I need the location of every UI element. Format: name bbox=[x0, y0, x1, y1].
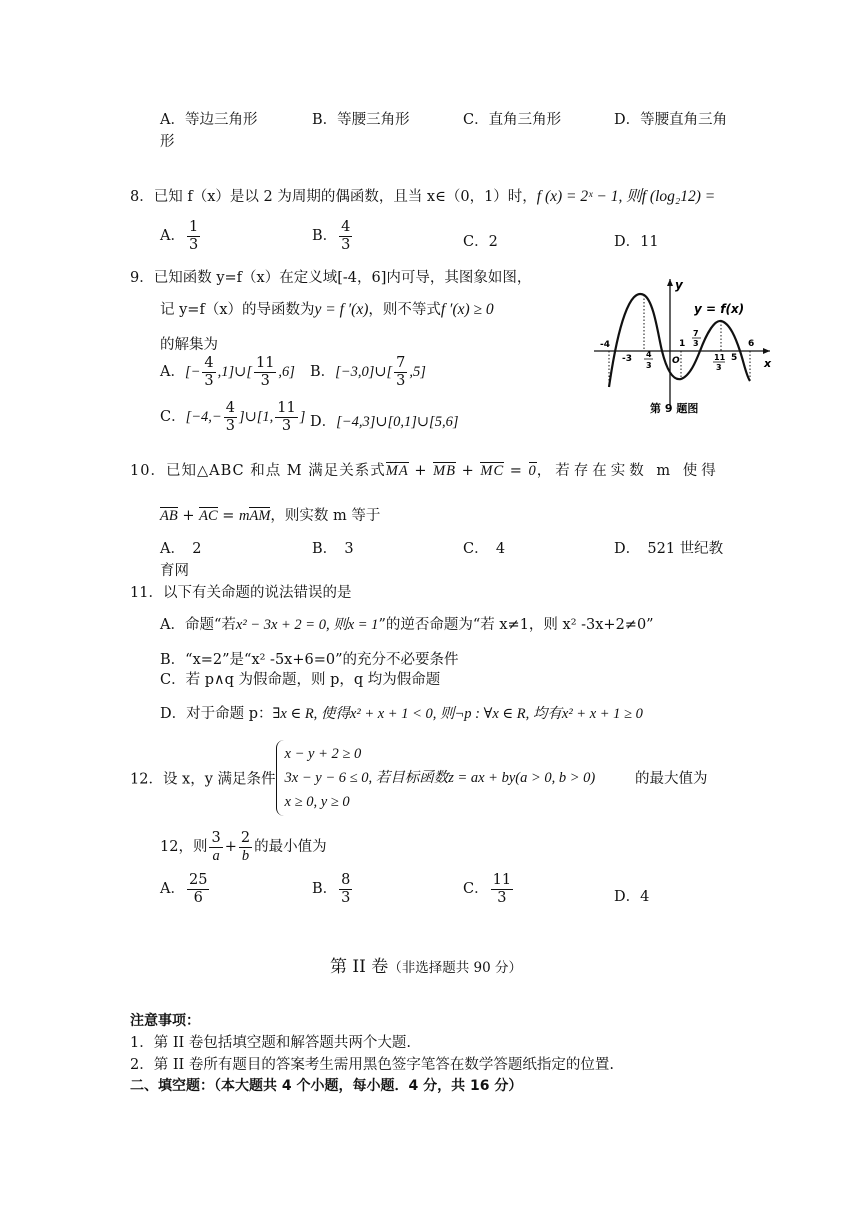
q10-stem-pre: 10．已知△ABC 和点 M 满足关系式 bbox=[130, 463, 386, 479]
q11-option-a bbox=[160, 613, 654, 634]
q9-b-frac bbox=[394, 355, 407, 389]
tick-neg3: -3 bbox=[622, 354, 632, 364]
q10-line2: AB + AC = mAM，则实数 m 等于 bbox=[160, 508, 381, 524]
tick-7-3-num: 7 bbox=[693, 329, 699, 338]
vec-mb: MB bbox=[433, 463, 457, 479]
q8-stem bbox=[130, 184, 715, 206]
q12-cond3: x ≥ 0, y ≥ 0 bbox=[284, 794, 350, 810]
q9-line3: 的解集为 bbox=[160, 337, 218, 353]
x-axis-arrow bbox=[763, 348, 770, 354]
q12-f2-num: 2 bbox=[240, 830, 251, 846]
q12-a-num: 25 bbox=[188, 872, 208, 888]
q9-a-frac2 bbox=[254, 355, 276, 389]
q8-option-a-fraction bbox=[187, 219, 200, 253]
q7-option-d: D．等腰直角三角 bbox=[614, 112, 728, 128]
part2-title: 第 II 卷 bbox=[330, 957, 389, 977]
q9-line2 bbox=[160, 298, 494, 319]
q7-option-d-wrap: 形 bbox=[160, 134, 175, 150]
q9-derivative: y = f ′(x) bbox=[314, 301, 369, 318]
tick-1: 1 bbox=[679, 339, 686, 349]
q12-a-label: A． bbox=[160, 881, 185, 898]
q9-c-part1: [−4,− bbox=[185, 409, 222, 426]
q11-option-b: B．“x=2”是“x² -5x+6=0”的充分不必要条件 bbox=[160, 652, 459, 668]
q11-a-pre: A．命题“若 bbox=[160, 617, 236, 633]
q10-m: m bbox=[239, 508, 250, 524]
q12-line2-post: 的最小值为 bbox=[254, 839, 327, 856]
vec-zero: 0 bbox=[528, 463, 537, 479]
q9-inequality: f ′(x) ≥ 0 bbox=[440, 301, 494, 318]
figure-caption: 第 9 题图 bbox=[650, 402, 699, 415]
q12-option-c bbox=[463, 872, 515, 906]
tick-neg4: -4 bbox=[600, 340, 610, 350]
q9-c-n2: 11 bbox=[277, 400, 296, 416]
q9-stem: 9．已知函数 y=f（x）在定义域[-4，6]内可导，其图象如图， bbox=[130, 270, 532, 286]
tick-neg4-3-num: 4 bbox=[646, 350, 652, 359]
q12-b-frac bbox=[339, 872, 352, 906]
q12-c-den: 3 bbox=[497, 889, 507, 906]
part2-subtitle: （非选择题共 90 分） bbox=[388, 960, 523, 976]
q9-c-label: C． bbox=[160, 409, 186, 426]
notes-item-1: 1．第 II 卷包括填空题和解答题共两个大题. bbox=[130, 1035, 412, 1051]
tick-6: 6 bbox=[748, 339, 755, 349]
q11-option-c: C．若 p∧q 为假命题，则 p，q 均为假命题 bbox=[160, 672, 441, 688]
tick-neg4-3-den: 3 bbox=[646, 361, 652, 370]
q9-option-d bbox=[310, 410, 458, 431]
q9-b-label: B． bbox=[310, 364, 336, 381]
q8-a-den: 3 bbox=[188, 236, 199, 253]
q9-b-d: 3 bbox=[396, 372, 406, 389]
q8-option-d: D．11 bbox=[614, 234, 659, 250]
q8-option-b-fraction bbox=[339, 219, 352, 253]
tick-5: 5 bbox=[731, 353, 738, 363]
q12-constraints bbox=[276, 740, 596, 816]
q8-option-c: C．2 bbox=[463, 234, 498, 250]
q12-plus: + bbox=[224, 839, 237, 856]
q8-option-a-label: A． bbox=[160, 228, 185, 245]
q9-option-c bbox=[160, 400, 305, 434]
part2-heading bbox=[330, 952, 522, 977]
q11-d-pre: D．对于命题 p： bbox=[160, 706, 273, 722]
q8-option-b bbox=[312, 219, 354, 253]
notes-item-2: 2．第 II 卷所有题目的答案考生需用黑色签字笔答在数学答题纸指定的位置. bbox=[130, 1057, 615, 1073]
q9-c-part3: ] bbox=[299, 409, 306, 426]
q12-f2-den: b bbox=[241, 847, 250, 864]
q10-option-d-wrap: 育网 bbox=[160, 563, 189, 579]
q12-option-d: D．4 bbox=[614, 889, 650, 905]
q9-d-label: D． bbox=[310, 414, 337, 430]
q7-option-a: A．等边三角形 bbox=[160, 112, 258, 128]
q12-option-b bbox=[312, 872, 354, 906]
q12-option-a bbox=[160, 872, 211, 906]
q9-option-a bbox=[160, 355, 295, 389]
x-axis-label: x bbox=[764, 357, 772, 370]
q12-c-num: 11 bbox=[492, 872, 512, 888]
q9-d-math: [−4,3]∪[0,1]∪[5,6] bbox=[336, 414, 459, 430]
q9-b-n: 7 bbox=[396, 355, 406, 371]
q10-option-a: A． 2 bbox=[160, 541, 202, 557]
q12-b-num: 8 bbox=[341, 872, 351, 888]
y-axis-label: y bbox=[675, 278, 683, 292]
q12-cond1: x − y + 2 ≥ 0 bbox=[284, 746, 362, 762]
q12-a-frac bbox=[187, 872, 209, 906]
q10-line2-post: ，则实数 m 等于 bbox=[270, 508, 381, 524]
q10-option-c: C． 4 bbox=[463, 541, 506, 557]
q12-line2 bbox=[160, 830, 327, 864]
q11-option-d bbox=[160, 702, 643, 723]
q9-c-frac1 bbox=[224, 400, 237, 434]
q9-b-part1: [−3,0]∪[ bbox=[335, 364, 393, 381]
section-fill-in-heading: 二、填空题：（本大题共 4 个小题，每小题．4 分，共 16 分） bbox=[130, 1078, 523, 1094]
vec-ab: AB bbox=[160, 508, 178, 524]
q9-function-graph bbox=[588, 275, 778, 425]
q10-option-d: D． 521 世纪教 bbox=[614, 541, 724, 557]
q9-option-b bbox=[310, 355, 426, 389]
vec-am: AM bbox=[249, 508, 271, 524]
y-axis-arrow bbox=[667, 279, 673, 286]
q9-c-d2: 3 bbox=[281, 417, 292, 434]
q9-a-d1: 3 bbox=[204, 372, 214, 389]
tick-11-3-den: 3 bbox=[716, 363, 722, 372]
q8-formula: f (x) = 2ˣ − 1, 则f (log₂12) = bbox=[536, 188, 716, 205]
q12-stem bbox=[130, 740, 595, 816]
q9-c-part2: ]∪[1, bbox=[238, 409, 274, 426]
q9-c-d1: 3 bbox=[225, 417, 235, 434]
q11-d-math: ∃x ∈ R, 使得x² + x + 1 < 0, 则¬p : ∀x ∈ R, 均有x² + x + 1 ≥ 0 bbox=[272, 706, 643, 722]
q12-c-frac bbox=[491, 872, 513, 906]
q8-b-den: 3 bbox=[341, 236, 351, 253]
q10-stem: 10．已知△ABC 和点 M 满足关系式MA + MB + MC = 0，若存在实数 m 使得 bbox=[130, 463, 720, 479]
q12-a-den: 6 bbox=[193, 889, 203, 906]
q11-stem: 11．以下有关命题的说法错误的是 bbox=[130, 585, 352, 601]
q12-stem-pre: 12．设 x，y 满足条件 bbox=[130, 771, 276, 788]
origin-label: O bbox=[672, 356, 680, 366]
q9-c-frac2 bbox=[275, 400, 297, 434]
q9-line2-mid: ，则不等式 bbox=[368, 302, 441, 318]
q10-stem-post: ，若存在实数 m 使得 bbox=[536, 463, 720, 479]
q12-f1-den: a bbox=[212, 847, 220, 864]
vec-mc: MC bbox=[480, 463, 505, 479]
q7-option-c: C．直角三角形 bbox=[463, 112, 562, 128]
q9-a-part1: [− bbox=[184, 364, 201, 381]
q9-a-d2: 3 bbox=[260, 372, 270, 389]
tick-11-3-num: 11 bbox=[714, 353, 726, 362]
q9-b-part2: ,5] bbox=[409, 364, 426, 381]
q9-line2-pre: 记 y=f（x）的导函数为 bbox=[160, 302, 315, 318]
q8-option-b-label: B． bbox=[312, 228, 338, 245]
q12-cond2: 3x − y − 6 ≤ 0, 若目标函数z = ax + by(a > 0, b > 0) bbox=[284, 770, 596, 786]
q8-option-a bbox=[160, 219, 202, 253]
vec-ma: MA bbox=[385, 463, 409, 479]
q9-a-part3: ,6] bbox=[278, 364, 295, 381]
q7-option-b: B．等腰三角形 bbox=[312, 112, 410, 128]
q12-b-den: 3 bbox=[341, 889, 351, 906]
q11-a-math: x² − 3x + 2 = 0, 则x = 1 bbox=[235, 617, 379, 633]
q12-frac1 bbox=[209, 830, 222, 864]
vec-ac: AC bbox=[199, 508, 218, 524]
q9-a-n1: 4 bbox=[204, 355, 214, 371]
q8-stem-text: 8．已知 f（x）是以 2 为周期的偶函数，且当 x∈（0，1）时， bbox=[130, 189, 537, 205]
q8-b-num: 4 bbox=[341, 219, 351, 235]
q12-frac2 bbox=[239, 830, 252, 864]
q9-a-label: A． bbox=[160, 364, 185, 381]
q10-option-b: B． 3 bbox=[312, 541, 354, 557]
q12-stem-post: 的最大值为 bbox=[635, 771, 708, 787]
func-label: y = f(x) bbox=[694, 302, 745, 316]
q9-c-n1: 4 bbox=[225, 400, 235, 416]
tick-7-3-den: 3 bbox=[693, 339, 699, 348]
q12-line2-pre: 12，则 bbox=[160, 839, 208, 856]
q9-a-frac1 bbox=[202, 355, 215, 389]
notes-heading: 注意事项： bbox=[130, 1013, 200, 1029]
q12-b-label: B． bbox=[312, 881, 338, 898]
q12-c-label: C． bbox=[463, 881, 489, 898]
q9-a-part2: ,1]∪[ bbox=[217, 364, 252, 381]
q12-f1-num: 3 bbox=[211, 830, 221, 846]
q11-a-post: ”的逆否命题为“若 x≠1，则 x² -3x+2≠0” bbox=[378, 617, 654, 633]
q9-a-n2: 11 bbox=[255, 355, 275, 371]
q8-a-num: 1 bbox=[188, 219, 199, 235]
